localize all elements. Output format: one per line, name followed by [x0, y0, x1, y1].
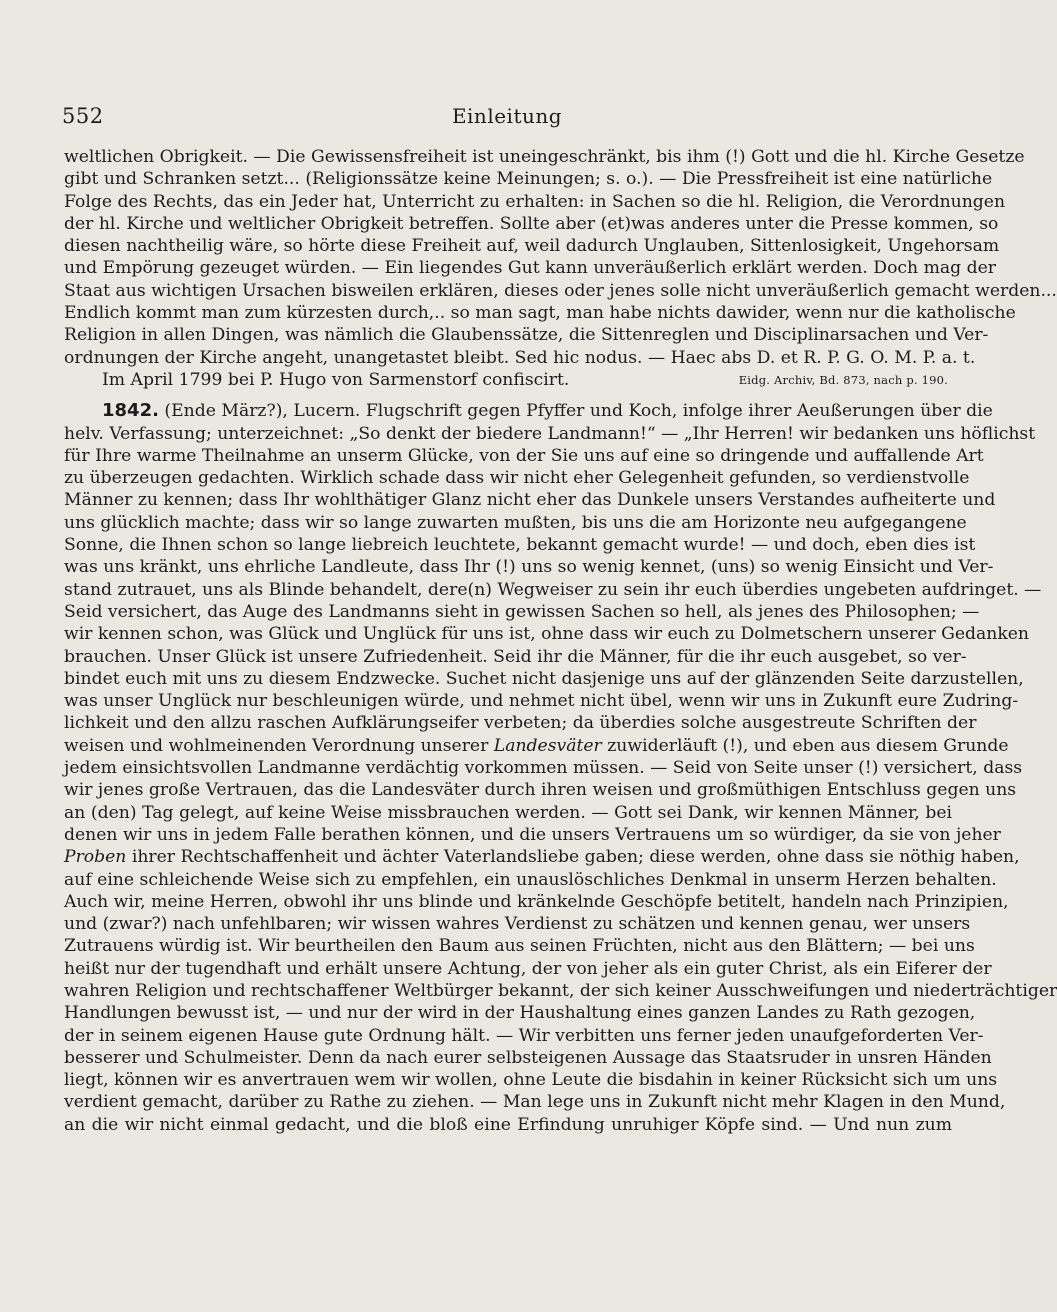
- text-line: uns glücklich machte; dass wir so lange zuwarten mußten, bis uns die am Horizonte neu aufgegangene: [64, 512, 967, 533]
- text-line: was unser Unglück nur beschleunigen würde, und nehmet nicht übel, wenn wir uns in Zukunft eure Zudring-: [64, 691, 1019, 712]
- text-line: für Ihre warme Theilnahme an unserm Glücke, von der Sie uns auf eine so dringende und auffallende Art: [64, 445, 984, 466]
- text-line: heißt nur der tugendhaft und erhält unsere Achtung, der von jeher als ein guter Christ, als ein Eiferer der: [64, 958, 992, 979]
- text-fragment: weisen und wohlmeinenden Verordnung unserer: [64, 735, 489, 756]
- text-line: lichkeit und den allzu raschen Aufklärungseifer verbeten; da überdies solche ausgestreute Schriften der: [64, 713, 977, 734]
- text-line: zu überzeugen gedachten. Wirklich schade dass wir nicht eher Gelegenheit gefunden, so verdienstvolle: [64, 468, 970, 489]
- entry-heading-line: [64, 400, 993, 422]
- text-line: brauchen. Unser Glück ist unsere Zufriedenheit. Seid ihr die Männer, für die ihr euch ausgebet, so ver-: [64, 646, 967, 667]
- text-line: stand zutrauet, uns als Blinde behandelt, dere(n) Wegweiser zu sein ihr euch überdies ungebeten aufdringet. —: [64, 579, 1042, 600]
- section-continuation: [64, 146, 1057, 369]
- text-line-landesvaeter: [64, 735, 1009, 757]
- text-line: wir kennen schon, was Glück und Unglück für uns ist, ohne dass wir euch zu Dolmetschern unserer Gedanken: [64, 624, 1030, 645]
- text-line: besserer und Schulmeister. Denn da nach eurer selbsteigenen Aussage das Staatsruder in unsren Händen: [64, 1047, 992, 1068]
- text-line: Folge des Rechts, das ein Jeder hat, Unterricht zu erhalten: in Sachen so die hl. Religion, die Verordnungen: [64, 191, 1006, 212]
- text-line: Auch wir, meine Herren, obwohl ihr uns blinde und kränkelnde Geschöpfe betitelt, handeln nach Prinzipien,: [64, 891, 1009, 912]
- archive-source-note: Eidg. Archiv, Bd. 873, nach p. 190.: [738, 372, 948, 387]
- running-title: Einleitung: [451, 104, 563, 128]
- text-line: Handlungen bewusst ist, — und nur der wird in der Haushaltung eines ganzen Landes zu Rath gezogen,: [64, 1003, 976, 1024]
- page-number: 552: [62, 104, 104, 128]
- section-gap: [64, 391, 952, 400]
- text-line: an die wir nicht einmal gedacht, und die bloß eine Erfindung unruhiger Köpfe sind. — Und nun zum: [64, 1114, 952, 1135]
- text-line: Männer zu kennen; dass Ihr wohlthätiger Glanz nicht eher das Dunkele unsers Verstandes aufheiterte und: [64, 490, 996, 511]
- text-line: und Empörung gezeuget würden. — Ein liegendes Gut kann unveräußerlich erklärt werden. Doch mag der: [64, 258, 996, 279]
- text-line: und (zwar?) nach unfehlbaren; wir wissen wahres Verdienst zu schätzen und kennen genau, wer unsers: [64, 914, 971, 935]
- text-line: denen wir uns in jedem Falle berathen können, und die unsers Vertrauens um so würdiger, da sie von jeher: [64, 824, 1001, 845]
- text-line: wir jenes große Vertrauen, das die Landesväter durch ihren weisen und großmüthigen Entschluss gegen uns: [64, 780, 1017, 801]
- body-text: [64, 146, 1057, 1136]
- text-line: Staat aus wichtigen Ursachen bisweilen erklären, dieses oder jenes solle nicht unveräußerlich gemacht werden...: [64, 280, 1057, 301]
- text-line: der hl. Kirche und weltlicher Obrigkeit betreffen. Sollte aber (et)was anderes unter die Presse kommen, so: [64, 213, 999, 234]
- text-line: was uns kränkt, uns ehrliche Landleute, dass Ihr (!) uns so wenig kennet, (uns) so wenig Einsicht und Ver-: [64, 557, 994, 578]
- text-line: auf eine schleichende Weise sich zu empfehlen, ein unauslöschliches Denkmal in unserm Herzen behalten.: [64, 869, 997, 890]
- entry-number: 1842.: [102, 400, 159, 422]
- text-line: verdient gemacht, darüber zu Rathe zu ziehen. — Man lege uns in Zukunft nicht mehr Klagen in den Mund,: [64, 1092, 1006, 1113]
- text-line: Zutrauens würdig ist. Wir beurtheilen den Baum aus seinen Früchten, nicht aus den Blättern; — bei uns: [64, 936, 975, 957]
- entry-heading-text: (Ende März?), Lucern. Flugschrift gegen Pfyffer und Koch, infolge ihrer Aeußerungen über die: [164, 401, 993, 422]
- text-fragment: ihrer Rechtschaffenheit und ächter Vaterlandsliebe gaben; diese werden, ohne dass sie nöthig haben,: [131, 847, 1020, 868]
- text-line: Seid versichert, das Auge des Landmanns sieht in gewissen Sachen so hell, als jenes des Philosophen; —: [64, 601, 980, 622]
- entry-body-part-a: [64, 423, 1042, 735]
- text-line: bindet euch mit uns zu diesem Endzwecke. Suchet nicht dasjenige uns auf der glänzenden Seite darzustellen,: [64, 668, 1024, 689]
- page-header: [62, 104, 952, 132]
- text-line: wahren Religion und rechtschaffener Weltbürger bekannt, der sich keiner Ausschweifungen und niederträchtiger: [64, 980, 1057, 1001]
- text-line: gibt und Schranken setzt... (Religionssätze keine Meinungen; s. o.). — Die Pressfreiheit ist eine natürliche: [64, 169, 993, 190]
- text-line: diesen nachtheilig wäre, so hörte diese Freiheit auf, weil dadurch Unglauben, Sittenlosigkeit, Ungehorsam: [64, 236, 1000, 257]
- emphasized-word: Landesväter: [493, 735, 602, 756]
- text-line: ordnungen der Kirche angeht, unangetastet bleibt. Sed hic nodus. — Haec abs D. et R. P. G. O. M. P. a. t.: [64, 347, 976, 368]
- entry-body-part-b: [64, 757, 1023, 846]
- text-line: Religion in allen Dingen, was nämlich die Glaubenssätze, die Sittenreglen und Disciplinarsachen und Ver-: [64, 325, 989, 346]
- entry-body-part-c: [64, 869, 1057, 1137]
- confiscation-line: [64, 369, 952, 391]
- confiscation-note: Im April 1799 bei P. Hugo von Sarmenstorf confiscirt.: [102, 369, 570, 390]
- text-line: der in seinem eigenen Hause gute Ordnung hält. — Wir verbitten uns ferner jeden unaufgeforderten Ver-: [64, 1025, 984, 1046]
- text-line-proben: [64, 846, 1020, 868]
- text-line: jedem einsichtsvollen Landmanne verdächtig vorkommen müssen. — Seid von Seite unser (!) versichert, dass: [64, 758, 1023, 779]
- text-line: helv. Verfassung; unterzeichnet: „So denkt der biedere Landmann!“ — „Ihr Herren! wir bedanken uns höflichst: [64, 423, 1036, 444]
- text-line: Sonne, die Ihnen schon so lange liebreich leuchtete, bekannt gemacht wurde! — und doch, eben dies ist: [64, 535, 976, 556]
- text-line: Endlich kommt man zum kürzesten durch,.. so man sagt, man habe nichts dawider, wenn nur die katholische: [64, 303, 1016, 324]
- text-line: liegt, können wir es anvertrauen wem wir wollen, ohne Leute die bisdahin in keiner Rücksicht sich um uns: [64, 1070, 998, 1091]
- text-line: weltlichen Obrigkeit. — Die Gewissensfreiheit ist uneingeschränkt, bis ihm (!) Gott und die hl. Kirche Gesetze: [64, 147, 1025, 167]
- text-fragment: zuwiderläuft (!), und eben aus diesem Grunde: [607, 735, 1009, 756]
- emphasized-word: Proben: [64, 847, 127, 868]
- text-line: an (den) Tag gelegt, auf keine Weise missbrauchen werden. — Gott sei Dank, wir kennen Männer, bei: [64, 802, 952, 823]
